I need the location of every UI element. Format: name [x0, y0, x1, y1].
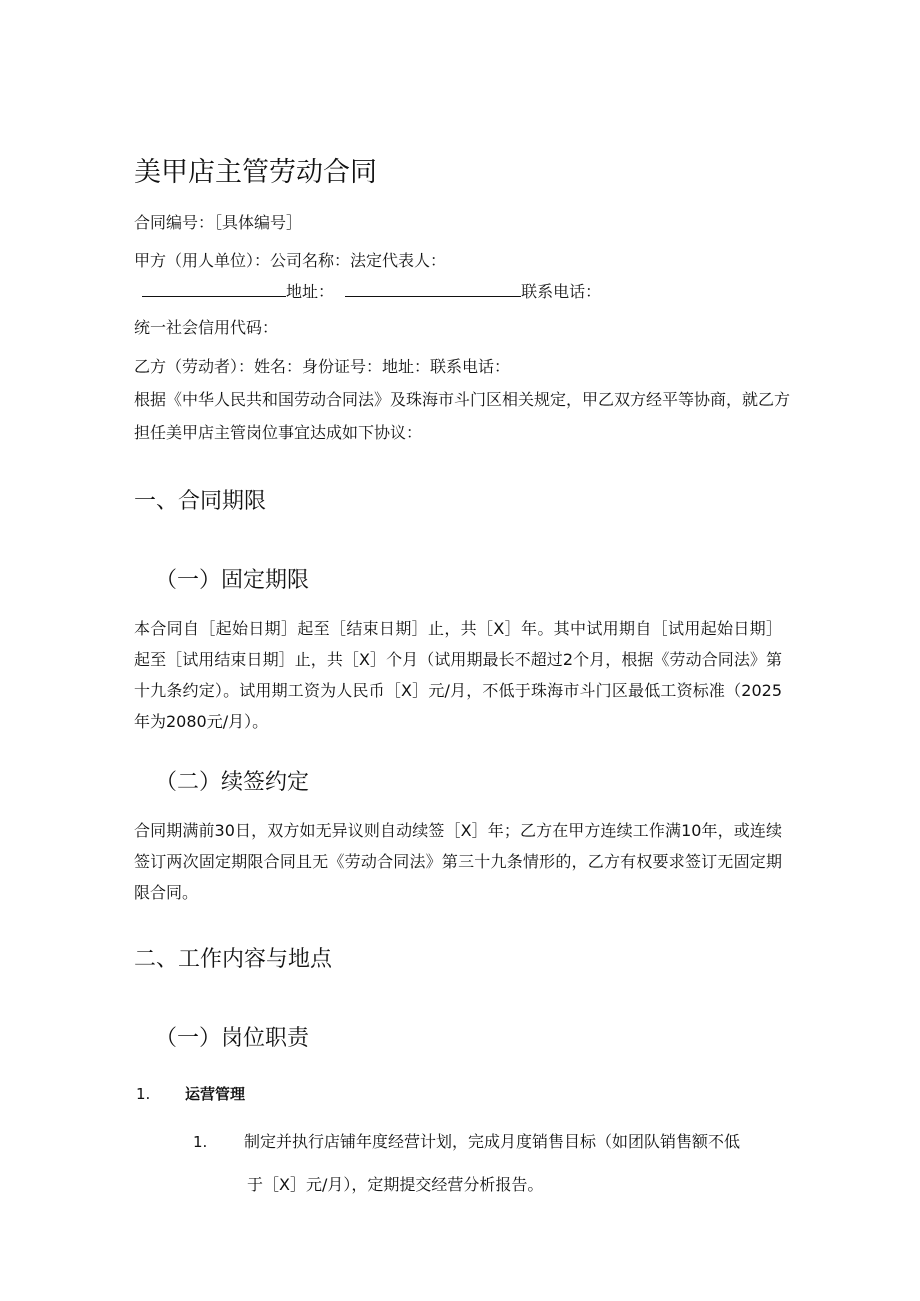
sub-list-item-number: 1. [193, 1133, 208, 1151]
phone-label: 联系电话： [521, 282, 602, 301]
section-1-sub-2-text: 合同期满前30日，双方如无异议则自动续签［X］年；乙方在甲方连续工作满10年，或连续签订两次固定期限合同且无《劳动合同法》第三十九条情形的，乙方有权要求签订无固定期限合同。 [134, 821, 782, 902]
section-1-heading: 一、合同期限 [134, 489, 267, 514]
party-b-line: 乙方（劳动者）：姓名：身份证号：地址：联系电话： [134, 357, 511, 376]
party-a-line: 甲方（用人单位）：公司名称：法定代表人： [134, 251, 447, 270]
party-a-address-line [142, 281, 601, 303]
blank-line [345, 281, 521, 297]
section-1-sub-1-heading: （一）固定期限 [155, 568, 310, 593]
list-item-label: 运营管理 [185, 1085, 246, 1103]
address-label: 地址： [286, 282, 335, 301]
section-1-sub-1-text: 本合同自［起始日期］起至［结束日期］止，共［X］年。其中试用期自［试用起始日期］起至［试用结束日期］止，共［X］个月（试用期最长不超过2个月，根据《劳动合同法》第十九条约定）。试用期工资为人民币［X］元/月，不低于珠海市斗门区最低工资标准（2025年为2080元/月）。 [134, 619, 782, 731]
blank-line [142, 281, 286, 297]
section-2-sub-1-heading: （一）岗位职责 [155, 1026, 310, 1051]
preamble-line-2: 担任美甲店主管岗位事宜达成如下协议： [134, 423, 423, 442]
credit-code: 统一社会信用代码： [134, 318, 279, 337]
section-1-sub-2-heading: （二）续签约定 [155, 770, 310, 795]
sub-list-item-line-2: 于［X］元/月），定期提交经营分析报告。 [247, 1175, 544, 1194]
preamble-line-1: 根据《中华人民共和国劳动合同法》及珠海市斗门区相关规定，甲乙双方经平等协商，就乙方 [134, 390, 791, 409]
document-title: 美甲店主管劳动合同 [134, 157, 377, 188]
section-2-heading: 二、工作内容与地点 [134, 947, 333, 972]
contract-number: 合同编号：［具体编号］ [134, 213, 303, 232]
list-item-number: 1. [136, 1085, 151, 1103]
sub-list-item-line-1: 制定并执行店铺年度经营计划，完成月度销售目标（如团队销售额不低 [244, 1132, 741, 1151]
